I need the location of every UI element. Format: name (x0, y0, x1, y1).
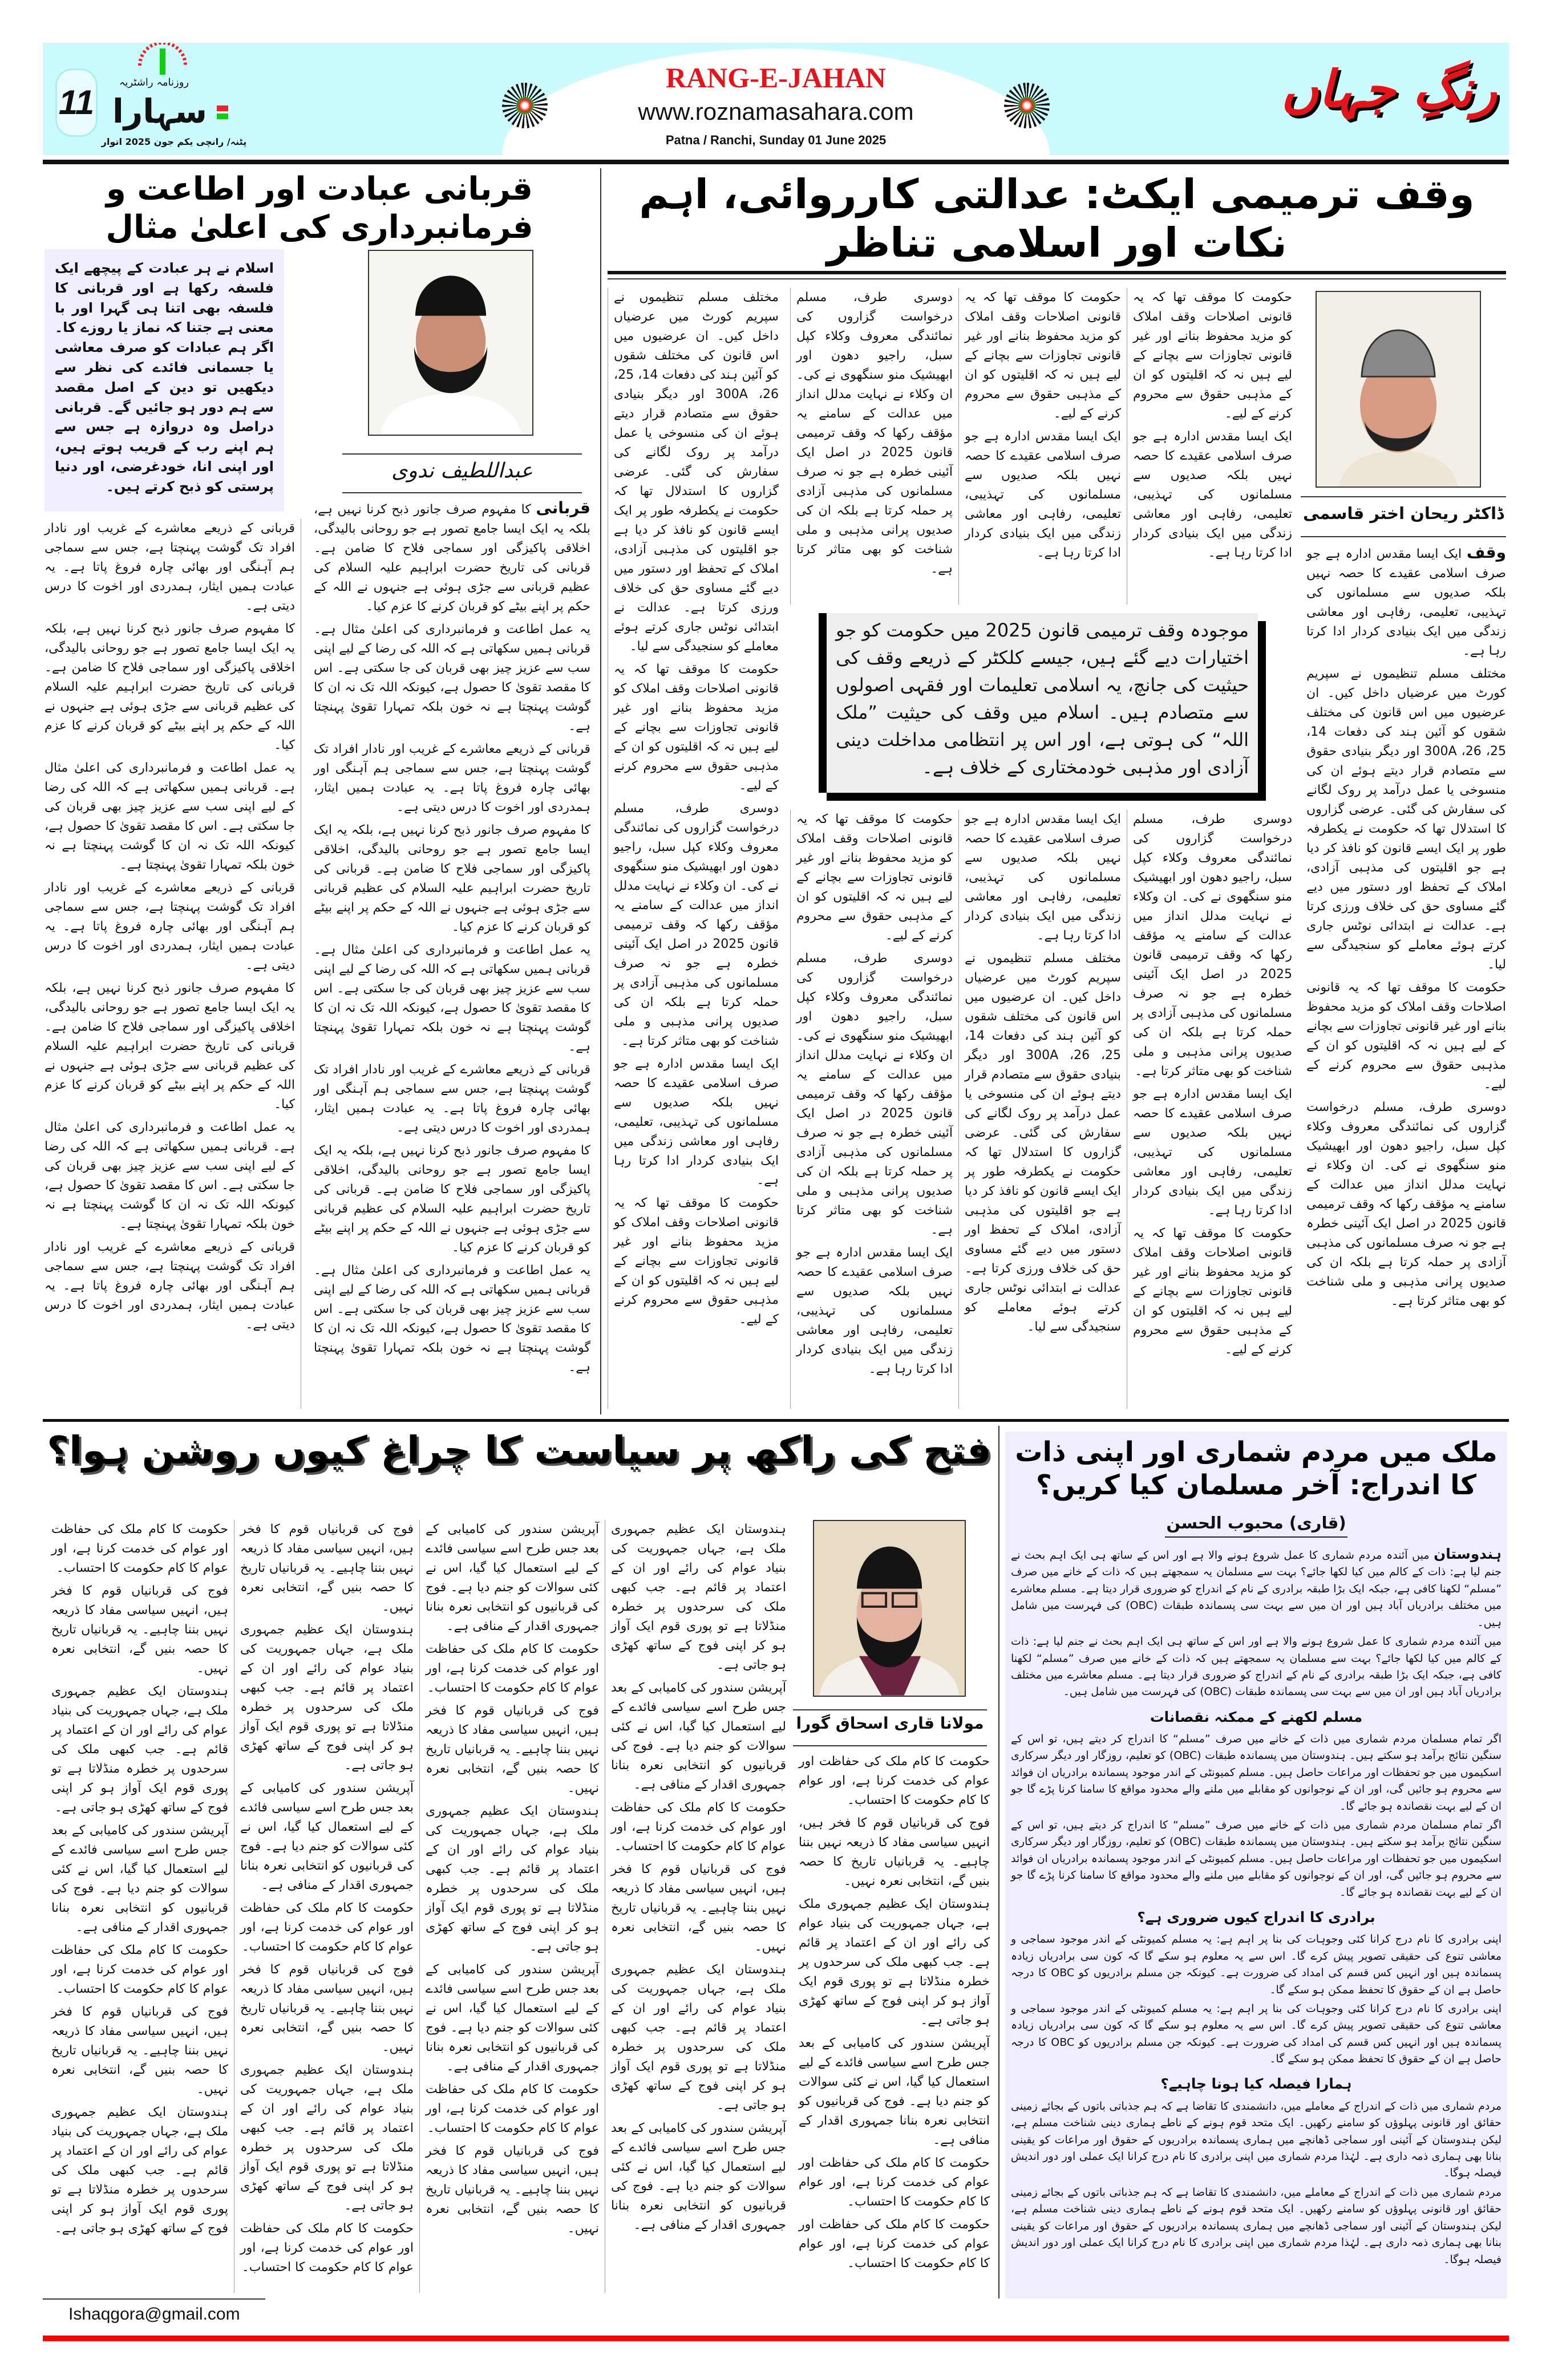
paragraph: حکومت کا موقف تھا کہ یہ قانونی اصلاحات وقف املاک کو مزید محفوظ بنانے اور غیر قانونی تجاوزات سے بچانے کے لیے ہیں نہ کہ اقلیتوں کو ان کے مذہبی حقوق سے محروم کرنے کے لیے۔ (1133, 1226, 1292, 1357)
divider (342, 492, 582, 493)
pull-quote: موجودہ وقف ترمیمی قانون 2025 میں حکومت کو جو اختیارات دیے گئے ہیں، جیسے کلکٹر کے ذریعے وقف کی حیثیت کی جانچ، یہ اسلامی تعلیمات اور فقہی اصولوں سے متصادم ہیں۔ اسلام میں وقف کی حیثیت ”ملک اللہ“ کی ہوتی ہے، اور اس پر انتظامی مداخلت دینی آزادی اور مذہبی خودمختاری کے خلاف ہے۔ (819, 613, 1258, 793)
paragraph: ہندوستان ایک عظیم جمہوری ملک ہے، جہاں جمہوریت کی بنیاد عوام کی رائے اور ان کے اعتماد پر قائم ہے۔ جب کبھی ملک کی سرحدوں پر خطرہ منڈلاتا ہے تو پوری قوم ایک آواز ہو کر اپنی فوج کے ساتھ کھڑی ہو جاتی ہے۔ (51, 1684, 228, 1815)
paragraph: مردم شماری میں ذات کے اندراج کے معاملے میں، دانشمندی کا تقاضا ہے کہ ہم جذباتی باتوں کے بجائے زمینی حقائق اور قانونی پہلوؤں کو سامنے رکھیں۔ ایک متحد قوم ہونے کے ناطے ہماری دینی شناخت مسلم ہے، لیکن ہندوستان کے آئینی اور سماجی ڈھانچے میں ہماری پسماندہ برادریوں کے حقوق اور مراعات کو یقینی بنانا بھی ہماری ذمہ داری ہے۔ لہٰذا مردم شماری میں اپنی برادری کا نام درج کرانا ایک عملی اور دور اندیش فیصلہ ہوگا۔ (1011, 2099, 1502, 2180)
paragraph: فوج کی قربانیاں قوم کا فخر ہیں، انہیں سیاسی مفاد کا ذریعہ نہیں بننا چاہیے۔ یہ قربانیاں تاریخ کا حصہ بنیں گے، انتخابی نعرہ نہیں۔ (426, 2144, 599, 2236)
fateh-body-col2 (605, 1520, 786, 2293)
column-divider (998, 1426, 999, 2298)
paragraph: آپریشن سندور کی کامیابی کے بعد جس طرح اسے سیاسی فائدے کے لیے استعمال کیا گیا، اس نے کئی سوالات کو جنم دیا ہے۔ فوج کی قربانیوں کو انتخابی نعرہ بنانا جمہوری اقدار کے منافی ہے۔ (611, 1681, 786, 1792)
paragraph: آپریشن سندور کی کامیابی کے بعد جس طرح اسے سیاسی فائدے کے لیے استعمال کیا گیا، اس نے کئی سوالات کو جنم دیا ہے۔ فوج کی قربانیوں کو انتخابی نعرہ بنانا جمہوری اقدار کے منافی ہے۔ (240, 1781, 414, 1892)
paragraph: حکومت کا کام ملک کی حفاظت اور عوام کی خدمت کرنا ہے، اور عوام کا کام حکومت کا احتساب۔ (51, 1943, 228, 1996)
paragraph: دوسری طرف، مسلم درخواست گزاروں کی نمائندگی معروف وکلاء کپل سبل، راجیو دھون اور ابھیشیک منو سنگھوی نے کی۔ ان وکلاء نے نہایت مدلل انداز میں عدالت کے سامنے یہ مؤقف رکھا کہ وقف ترمیمی قانون 2025 در اصل ایک آئینی خطرہ ہے جو نہ صرف مسلمانوں کی مذہبی آزادی پر حملہ کرتا ہے بلکہ ان کی صدیوں پرانی مذہبی و ملی شناخت کو بھی متاثر کرتا ہے۔ (1133, 812, 1292, 1078)
waqf-body-col1 (1301, 543, 1506, 1407)
subheading: برادری کا اندراج کیوں ضروری ہے؟ (1137, 1908, 1375, 1925)
section-title-urdu-logo: رنگِ جہاں (1281, 59, 1498, 119)
paragraph: اگر تمام مسلمان مردم شماری میں ذات کے خانے میں صرف ”مسلم“ کا اندراج کر دیتے ہیں، تو اس کے سنگین نتائج برآمد ہو سکتے ہیں۔ ہندوستان میں پسماندہ طبقات (OBC) کو تعلیم، روزگار اور دیگر سرکاری اسکیموں میں جو تحفظات اور مراعات حاصل ہیں۔ مسلم کمیونٹی کے اندر موجود پسماندہ برادریاں ان فوائد سے محروم ہو جائیں گی، اور ان کے نوجوانوں کو مقابلے میں ملنے والے محدود مواقع کا سامنا کرنا پڑے گا جو ان کے لیے بہت نقصاندہ ہو جائے گا۔ (1011, 1732, 1502, 1813)
paragraph: حکومت کا موقف تھا کہ یہ قانونی اصلاحات وقف املاک کو مزید محفوظ بنانے اور غیر قانونی تجاوزات سے بچانے کے لیے ہیں نہ کہ اقلیتوں کو ان کے مذہبی حقوق سے محروم کرنے کے لیے۔ (965, 290, 1121, 421)
paragraph: ہندوستان ایک عظیم جمہوری ملک ہے، جہاں جمہوریت کی بنیاد عوام کی رائے اور ان کے اعتماد پر قائم ہے۔ جب کبھی ملک کی سرحدوں پر خطرہ منڈلاتا ہے تو پوری قوم ایک آواز ہو کر اپنی فوج کے ساتھ کھڑی ہو جاتی ہے۔ (240, 1623, 414, 1773)
lead-word: ہندوستان (1434, 1546, 1502, 1562)
paragraph: حکومت کا کام ملک کی حفاظت اور عوام کی خدمت کرنا ہے، اور عوام کا کام حکومت کا احتساب۔ (240, 2221, 414, 2274)
paragraph: آپریشن سندور کی کامیابی کے بعد جس طرح اسے سیاسی فائدے کے لیے استعمال کیا گیا، اس نے کئی سوالات کو جنم دیا ہے۔ فوج کی قربانیوں کو انتخابی نعرہ بنانا جمہوری اقدار کے منافی ہے۔ (799, 2036, 990, 2147)
paragraph: آپریشن سندور کی کامیابی کے بعد جس طرح اسے سیاسی فائدے کے لیے استعمال کیا گیا، اس نے کئی سوالات کو جنم دیا ہے۔ فوج کی قربانیوں کو انتخابی نعرہ بنانا جمہوری اقدار کے منافی ہے۔ (426, 1963, 599, 2074)
paragraph: دوسری طرف، مسلم درخواست گزاروں کی نمائندگی معروف وکلاء کپل سبل، راجیو دھون اور ابھیشیک منو سنگھوی نے کی۔ ان وکلاء نے نہایت مدلل انداز میں عدالت کے سامنے یہ مؤقف رکھا کہ وقف ترمیمی قانون 2025 در اصل ایک آئینی خطرہ ہے جو نہ صرف مسلمانوں کی مذہبی آزادی پر حملہ کرتا ہے بلکہ ان کی صدیوں پرانی مذہبی و ملی شناخت کو بھی متاثر کرتا ہے۔ (796, 290, 953, 576)
fateh-body-col5 (46, 1520, 228, 2293)
qurbani-headline: قربانی عبادت اور اطاعت و فرمانبرداری کی اعلیٰ مثال (106, 171, 533, 246)
dateline: Patna / Ranchi, Sunday 01 June 2025 (665, 133, 887, 147)
paragraph: مختلف مسلم تنظیموں نے سپریم کورٹ میں عرضیاں داخل کیں۔ ان عرضیوں میں اس قانون کی مختلف شقوں کو آئین ہند کی دفعات 14، 25، 26، 300A اور دیگر بنیادی حقوق سے متصادم قرار دیتے ہوئے ان کی منسوخی یا عمل درآمد پر روک لگانے کی سفارش کی گئی۔ عرضی گزاروں کا استدلال تھا کہ حکومت نے یکطرفہ طور پر ایک ایسے قانون کو نافذ کر دیا ہے جو اقلیتوں کی مذہبی آزادی، املاک کے تحفظ اور دستور میں دیے گئے مساوی حق کی خلاف ورزی کرتا ہے۔ عدالت نے ابتدائی نوٹس جاری کرتے ہوئے معاملے کو سنجیدگی سے لیا۔ (614, 290, 779, 654)
divider (1301, 496, 1506, 497)
paragraph: ہندوستان ایک عظیم جمہوری ملک ہے، جہاں جمہوریت کی بنیاد عوام کی رائے اور ان کے اعتماد پر قائم ہے۔ جب کبھی ملک کی سرحدوں پر خطرہ منڈلاتا ہے تو پوری قوم ایک آواز ہو کر اپنی فوج کے ساتھ کھڑی ہو جاتی ہے۔ (611, 1963, 786, 2113)
paragraph: حکومت کا کام ملک کی حفاظت اور عوام کی خدمت کرنا ہے، اور عوام کا کام حکومت کا احتساب۔ (426, 2082, 599, 2135)
waqf-body-col5 (608, 288, 779, 1409)
portrait-icon (369, 251, 532, 435)
paragraph: ایک ایسا مقدس ادارہ ہے جو صرف اسلامی عقیدے کا حصہ نہیں بلکہ صدیوں سے مسلمانوں کی تہذیبی، تعلیمی، رفاہی اور معاشی زندگی میں ایک بنیادی کردار ادا کرتا رہا ہے۔ (614, 1057, 779, 1187)
paragraph: مختلف مسلم تنظیموں نے سپریم کورٹ میں عرضیاں داخل کیں۔ ان عرضیوں میں اس قانون کی مختلف شقوں کو آئین ہند کی دفعات 14، 25، 26، 300A اور دیگر بنیادی حقوق سے متصادم قرار دیتے ہوئے ان کی منسوخی یا عمل درآمد پر روک لگانے کی سفارش کی گئی۔ عرضی گزاروں کا استدلال تھا کہ حکومت نے یکطرفہ طور پر ایک ایسے قانون کو نافذ کر دیا ہے جو اقلیتوں کی مذہبی آزادی، املاک کے تحفظ اور دستور میں دیے گئے مساوی حق کی خلاف ورزی کرتا ہے۔ عدالت نے ابتدائی نوٹس جاری کرتے ہوئے معاملے کو سنجیدگی سے لیا۔ (1306, 667, 1506, 972)
fateh-body-col4 (234, 1520, 414, 2293)
lead-word: قربانی (536, 498, 590, 517)
fateh-body-col3 (419, 1520, 599, 2293)
divider (608, 278, 1506, 279)
paragraph: کا مفہوم صرف جانور ذبح کرنا نہیں ہے، بلکہ یہ ایک ایسا جامع تصور ہے جو روحانی بالیدگی، اخلاقی پاکیزگی اور سماجی فلاح کا ضامن ہے۔ قربانی کی تاریخ حضرت ابراہیم علیہ السلام کی عظیم قربانی سے جڑی ہوئی ہے جنہوں نے اللہ کے حکم پر اپنے بیٹے کو قربان کرنے کا عزم کیا۔ (314, 502, 590, 614)
subheading: مسلم لکھنے کے ممکنہ نقصانات (1150, 1708, 1363, 1725)
paragraph: ہندوستان ایک عظیم جمہوری ملک ہے، جہاں جمہوریت کی بنیاد عوام کی رائے اور ان کے اعتماد پر قائم ہے۔ جب کبھی ملک کی سرحدوں پر خطرہ منڈلاتا ہے تو پوری قوم ایک آواز ہو کر اپنی فوج کے ساتھ کھڑی ہو جاتی ہے۔ (799, 1897, 990, 2028)
waqf-body-col4-top (790, 288, 953, 605)
paragraph: ایک ایسا مقدس ادارہ ہے جو صرف اسلامی عقیدے کا حصہ نہیں بلکہ صدیوں سے مسلمانوں کی تہذیبی، تعلیمی، رفاہی اور معاشی زندگی میں ایک بنیادی کردار ادا کرتا رہا ہے۔ (796, 1246, 953, 1376)
author-photo (1316, 291, 1481, 488)
section-title-english: RANG-E-JAHAN (665, 62, 887, 94)
paragraph: حکومت کا کام ملک کی حفاظت اور عوام کی خدمت کرنا ہے، اور عوام کا کام حکومت کا احتساب۔ (611, 1801, 786, 1854)
paragraph: اپنی برادری کا نام درج کرانا کئی وجوہات کی بنا پر اہم ہے: یہ مسلم کمیونٹی کے اندر موجود سماجی و معاشی تنوع کی حقیقی تصویر پیش کرے گا۔ اس سے یہ معلوم ہو سکے گا کہ کون سی برادریاں زیادہ پسماندہ ہیں اور انہیں کس قسم کی امداد کی ضرورت ہے۔ کیونکہ جن مسلم برادریوں کو OBC کا درجہ حاصل ہے ان کے حقوق کا تحفظ ممکن ہو سکے گا۔ (1011, 2002, 1502, 2066)
paragraph: قربانی کے ذریعے معاشرے کے غریب اور نادار افراد تک گوشت پہنچتا ہے، جس سے سماجی ہم آہنگی اور بھائی چارہ فروغ پاتا ہے۔ یہ عبادت ہمیں ایثار، ہمدردی اور اخوت کا درس دیتی ہے۔ (44, 1240, 295, 1332)
footer-red-rule (43, 2336, 1509, 2341)
author-byline: عبداللطیف ندوی (391, 459, 533, 483)
paragraph: کا مفہوم صرف جانور ذبح کرنا نہیں ہے، بلکہ یہ ایک ایسا جامع تصور ہے جو روحانی بالیدگی، اخلاقی پاکیزگی اور سماجی فلاح کا ضامن ہے۔ قربانی کی تاریخ حضرت ابراہیم علیہ السلام کی عظیم قربانی سے جڑی ہوئی ہے جنہوں نے اللہ کے حکم پر اپنے بیٹے کو قربان کرنے کا عزم کیا۔ (314, 823, 590, 934)
qurbani-body-lead (308, 498, 590, 1409)
paragraph: حکومت کا موقف تھا کہ یہ قانونی اصلاحات وقف املاک کو مزید محفوظ بنانے اور غیر قانونی تجاوزات سے بچانے کے لیے ہیں نہ کہ اقلیتوں کو ان کے مذہبی حقوق سے محروم کرنے کے لیے۔ (1306, 980, 1506, 1092)
paragraph: ہندوستان ایک عظیم جمہوری ملک ہے، جہاں جمہوریت کی بنیاد عوام کی رائے اور ان کے اعتماد پر قائم ہے۔ جب کبھی ملک کی سرحدوں پر خطرہ منڈلاتا ہے تو پوری قوم ایک آواز ہو کر اپنی فوج کے ساتھ کھڑی ہو جاتی ہے۔ (51, 2105, 228, 2236)
paragraph: فوج کی قربانیاں قوم کا فخر ہیں، انہیں سیاسی مفاد کا ذریعہ نہیں بننا چاہیے۔ یہ قربانیاں تاریخ کا حصہ بنیں گے، انتخابی نعرہ نہیں۔ (51, 1584, 228, 1676)
paragraph: اگر تمام مسلمان مردم شماری میں ذات کے خانے میں صرف ”مسلم“ کا اندراج کر دیتے ہیں، تو اس کے سنگین نتائج برآمد ہو سکتے ہیں۔ ہندوستان میں پسماندہ طبقات (OBC) کو تعلیم، روزگار اور دیگر سرکاری اسکیموں میں جو تحفظات اور مراعات حاصل ہیں۔ مسلم کمیونٹی کے اندر موجود پسماندہ برادریاں ان فوائد سے محروم ہو جائیں گی، اور ان کے نوجوانوں کو مقابلے میں ملنے والے محدود مواقع کا سامنا کرنا پڑے گا جو ان کے لیے بہت نقصاندہ ہو جائے گا۔ (1011, 1818, 1502, 1899)
author-photo (813, 1520, 966, 1697)
paragraph: ایک ایسا مقدس ادارہ ہے جو صرف اسلامی عقیدے کا حصہ نہیں بلکہ صدیوں سے مسلمانوں کی تہذیبی، تعلیمی، رفاہی اور معاشی زندگی میں ایک بنیادی کردار ادا کرتا رہا ہے۔ (1133, 1087, 1292, 1218)
divider (1301, 536, 1506, 537)
waqf-body-col4-bottom (790, 810, 953, 1409)
paragraph: مردم شماری میں ذات کے اندراج کے معاملے میں، دانشمندی کا تقاضا ہے کہ ہم جذباتی باتوں کے بجائے زمینی حقائق اور قانونی پہلوؤں کو سامنے رکھیں۔ ایک متحد قوم ہونے کے ناطے ہماری دینی شناخت مسلم ہے، لیکن ہندوستان کے آئینی اور سماجی ڈھانچے میں ہماری پسماندہ برادریوں کے حقوق اور مراعات کو یقینی بنانا بھی ہماری ذمہ داری ہے۔ لہٰذا مردم شماری میں اپنی برادری کا نام درج کرانا ایک عملی اور دور اندیش فیصلہ ہوگا۔ (1011, 2186, 1502, 2266)
paragraph: حکومت کا کام ملک کی حفاظت اور عوام کی خدمت کرنا ہے، اور عوام کا کام حکومت کا احتساب۔ (799, 1754, 990, 1807)
paragraph: آپریشن سندور کی کامیابی کے بعد جس طرح اسے سیاسی فائدے کے لیے استعمال کیا گیا، اس نے کئی سوالات کو جنم دیا ہے۔ فوج کی قربانیوں کو انتخابی نعرہ بنانا جمہوری اقدار کے منافی ہے۔ (426, 1522, 599, 1633)
column-divider (600, 168, 601, 1414)
fateh-headline: فتح کی راکھ پر سیاست کا چراغ کیوں روشن ہوا؟ (47, 1428, 991, 1473)
census-article (1005, 1432, 1507, 2298)
lead-word: وقف (1466, 543, 1506, 562)
paragraph: ایک ایسا مقدس ادارہ ہے جو صرف اسلامی عقیدے کا حصہ نہیں بلکہ صدیوں سے مسلمانوں کی تہذیبی، تعلیمی، رفاہی اور معاشی زندگی میں ایک بنیادی کردار ادا کرتا رہا ہے۔ (1306, 547, 1506, 658)
paragraph: ایک ایسا مقدس ادارہ ہے جو صرف اسلامی عقیدے کا حصہ نہیں بلکہ صدیوں سے مسلمانوں کی تہذیبی، تعلیمی، رفاہی اور معاشی زندگی میں ایک بنیادی کردار ادا کرتا رہا ہے۔ (965, 812, 1121, 943)
paragraph: فوج کی قربانیاں قوم کا فخر ہیں، انہیں سیاسی مفاد کا ذریعہ نہیں بننا چاہیے۔ یہ قربانیاں تاریخ کا حصہ بنیں گے، انتخابی نعرہ نہیں۔ (240, 1522, 414, 1614)
author-byline: ڈاکٹر ریحان اختر قاسمی (1303, 504, 1504, 523)
paragraph: آپریشن سندور کی کامیابی کے بعد جس طرح اسے سیاسی فائدے کے لیے استعمال کیا گیا، اس نے کئی سوالات کو جنم دیا ہے۔ فوج کی قربانیوں کو انتخابی نعرہ بنانا جمہوری اقدار کے منافی ہے۔ (51, 1823, 228, 1935)
paragraph: حکومت کا کام ملک کی حفاظت اور عوام کی خدمت کرنا ہے، اور عوام کا کام حکومت کا احتساب۔ (799, 2156, 990, 2209)
divider (43, 1419, 1509, 1422)
paragraph: حکومت کا موقف تھا کہ یہ قانونی اصلاحات وقف املاک کو مزید محفوظ بنانے اور غیر قانونی تجاوزات سے بچانے کے لیے ہیں نہ کہ اقلیتوں کو ان کے مذہبی حقوق سے محروم کرنے کے لیے۔ (614, 1196, 779, 1327)
paragraph: ہندوستان ایک عظیم جمہوری ملک ہے، جہاں جمہوریت کی بنیاد عوام کی رائے اور ان کے اعتماد پر قائم ہے۔ جب کبھی ملک کی سرحدوں پر خطرہ منڈلاتا ہے تو پوری قوم ایک آواز ہو کر اپنی فوج کے ساتھ کھڑی ہو جاتی ہے۔ (611, 1522, 786, 1672)
masthead (43, 43, 1509, 155)
paragraph: کا مفہوم صرف جانور ذبح کرنا نہیں ہے، بلکہ یہ ایک ایسا جامع تصور ہے جو روحانی بالیدگی، اخلاقی پاکیزگی اور سماجی فلاح کا ضامن ہے۔ قربانی کی تاریخ حضرت ابراہیم علیہ السلام کی عظیم قربانی سے جڑی ہوئی ہے جنہوں نے اللہ کے حکم پر اپنے بیٹے کو قربان کرنے کا عزم کیا۔ (44, 622, 295, 752)
paragraph: ہندوستان ایک عظیم جمہوری ملک ہے، جہاں جمہوریت کی بنیاد عوام کی رائے اور ان کے اعتماد پر قائم ہے۔ جب کبھی ملک کی سرحدوں پر خطرہ منڈلاتا ہے تو پوری قوم ایک آواز ہو کر اپنی فوج کے ساتھ کھڑی ہو جاتی ہے۔ (426, 1804, 599, 1954)
paragraph: اپنی برادری کا نام درج کرانا کئی وجوہات کی بنا پر اہم ہے: یہ مسلم کمیونٹی کے اندر موجود سماجی و معاشی تنوع کی حقیقی تصویر پیش کرے گا۔ اس سے یہ معلوم ہو سکے گا کہ کون سی برادریاں زیادہ پسماندہ ہیں اور انہیں کس قسم کی امداد کی ضرورت ہے۔ کیونکہ جن مسلم برادریوں کو OBC کا درجہ حاصل ہے ان کے حقوق کا تحفظ ممکن ہو سکے گا۔ (1011, 1933, 1502, 1996)
paragraph: قربانی کے ذریعے معاشرے کے غریب اور نادار افراد تک گوشت پہنچتا ہے، جس سے سماجی ہم آہنگی اور بھائی چارہ فروغ پاتا ہے۔ یہ عبادت ہمیں ایثار، ہمدردی اور اخوت کا درس دیتی ہے۔ (44, 521, 295, 613)
paragraph: حکومت کا کام ملک کی حفاظت اور عوام کی خدمت کرنا ہے، اور عوام کا کام حکومت کا احتساب۔ (799, 2217, 990, 2270)
paragraph: قربانی کے ذریعے معاشرے کے غریب اور نادار افراد تک گوشت پہنچتا ہے، جس سے سماجی ہم آہنگی اور بھائی چارہ فروغ پاتا ہے۔ یہ عبادت ہمیں ایثار، ہمدردی اور اخوت کا درس دیتی ہے۔ (314, 742, 590, 814)
paragraph: حکومت کا موقف تھا کہ یہ قانونی اصلاحات وقف املاک کو مزید محفوظ بنانے اور غیر قانونی تجاوزات سے بچانے کے لیے ہیں نہ کہ اقلیتوں کو ان کے مذہبی حقوق سے محروم کرنے کے لیے۔ (614, 662, 779, 793)
waqf-body-col2-bottom (1127, 810, 1292, 1409)
highlight-box: اسلام نے ہر عبادت کے پیچھے ایک فلسفہ رکھا ہے اور قربانی کا فلسفہ بھی اتنا ہی گہرا اور با معنی ہے جتنا کہ نماز یا روزے کا۔ اگر ہم عبادات کو صرف معاشی یا جسمانی فائدے کی نظر سے دیکھیں تو دین کے اصل مقصد سے ہم دور ہو جائیں گے۔ قربانی دراصل وہ دروازہ ہے جس سے ہم اپنے رب کے قریب ہوتے ہیں، اور اپنی انا، خودغرضی، اور دنیا پرستی کو ذبح کرتے ہیں۔ (44, 249, 284, 512)
census-body (1011, 1546, 1502, 2290)
paragraph: حکومت کا موقف تھا کہ یہ قانونی اصلاحات وقف املاک کو مزید محفوظ بنانے اور غیر قانونی تجاوزات سے بچانے کے لیے ہیں نہ کہ اقلیتوں کو ان کے مذہبی حقوق سے محروم کرنے کے لیے۔ (796, 812, 953, 943)
urdu-dateline: پٹنہ/ رانچی یکم جون 2025 اتوار (101, 136, 247, 147)
paragraph: کا مفہوم صرف جانور ذبح کرنا نہیں ہے، بلکہ یہ ایک ایسا جامع تصور ہے جو روحانی بالیدگی، اخلاقی پاکیزگی اور سماجی فلاح کا ضامن ہے۔ قربانی کی تاریخ حضرت ابراہیم علیہ السلام کی عظیم قربانی سے جڑی ہوئی ہے جنہوں نے اللہ کے حکم پر اپنے بیٹے کو قربان کرنے کا عزم کیا۔ (44, 981, 295, 1112)
paragraph: فوج کی قربانیاں قوم کا فخر ہیں، انہیں سیاسی مفاد کا ذریعہ نہیں بننا چاہیے۔ یہ قربانیاں تاریخ کا حصہ بنیں گے، انتخابی نعرہ نہیں۔ (51, 2005, 228, 2097)
divider (43, 160, 1509, 164)
author-byline: مولانا قاری اسحاق گورا (796, 1714, 984, 1733)
divider (793, 1709, 987, 1710)
fateh-body-col1 (793, 1752, 990, 2294)
paragraph: حکومت کا کام ملک کی حفاظت اور عوام کی خدمت کرنا ہے، اور عوام کا کام حکومت کا احتساب۔ (426, 1642, 599, 1695)
paragraph: حکومت کا کام ملک کی حفاظت اور عوام کی خدمت کرنا ہے، اور عوام کا کام حکومت کا احتساب۔ (240, 1901, 414, 1954)
paragraph: ہندوستان ایک عظیم جمہوری ملک ہے، جہاں جمہوریت کی بنیاد عوام کی رائے اور ان کے اعتماد پر قائم ہے۔ جب کبھی ملک کی سرحدوں پر خطرہ منڈلاتا ہے تو پوری قوم ایک آواز ہو کر اپنی فوج کے ساتھ کھڑی ہو جاتی ہے۔ (240, 2063, 414, 2213)
paragraph: فوج کی قربانیاں قوم کا فخر ہیں، انہیں سیاسی مفاد کا ذریعہ نہیں بننا چاہیے۔ یہ قربانیاں تاریخ کا حصہ بنیں گے، انتخابی نعرہ نہیں۔ (611, 1862, 786, 1954)
paragraph: ایک ایسا مقدس ادارہ ہے جو صرف اسلامی عقیدے کا حصہ نہیں بلکہ صدیوں سے مسلمانوں کی تہذیبی، تعلیمی، رفاہی اور معاشی زندگی میں ایک بنیادی کردار ادا کرتا رہا ہے۔ (1133, 429, 1292, 560)
paragraph: مختلف مسلم تنظیموں نے سپریم کورٹ میں عرضیاں داخل کیں۔ ان عرضیوں میں اس قانون کی مختلف شقوں کو آئین ہند کی دفعات 14، 25، 26، 300A اور دیگر بنیادی حقوق سے متصادم قرار دیتے ہوئے ان کی منسوخی یا عمل درآمد پر روک لگانے کی سفارش کی گئی۔ عرضی گزاروں کا استدلال تھا کہ حکومت نے یکطرفہ طور پر ایک ایسے قانون کو نافذ کر دیا ہے جو اقلیتوں کی مذہبی آزادی، املاک کے تحفظ اور دستور میں دیے گئے مساوی حق کی خلاف ورزی کرتا ہے۔ عدالت نے ابتدائی نوٹس جاری کرتے ہوئے معاملے کو سنجیدگی سے لیا۔ (965, 951, 1122, 1334)
paragraph: یہ عمل اطاعت و فرمانبرداری کی اعلیٰ مثال ہے۔ قربانی ہمیں سکھاتی ہے کہ اللہ کی رضا کے لیے اپنی سب سے عزیز چیز بھی قربان کی جا سکتی ہے۔ اس کا مقصد تقویٰ کا حصول ہے، کیونکہ اللہ تک نہ ان کا گوشت پہنچتا ہے نہ خون بلکہ تمہارا تقویٰ پہنچتا ہے۔ (314, 622, 590, 733)
divider (793, 1745, 987, 1746)
paragraph: قربانی کے ذریعے معاشرے کے غریب اور نادار افراد تک گوشت پہنچتا ہے، جس سے سماجی ہم آہنگی اور بھائی چارہ فروغ پاتا ہے۔ یہ عبادت ہمیں ایثار، ہمدردی اور اخوت کا درس دیتی ہے۔ (44, 881, 295, 972)
page-number: 11 (55, 68, 98, 137)
paragraph: دوسری طرف، مسلم درخواست گزاروں کی نمائندگی معروف وکلاء کپل سبل، راجیو دھون اور ابھیشیک منو سنگھوی نے کی۔ ان وکلاء نے نہایت مدلل انداز میں عدالت کے سامنے یہ مؤقف رکھا کہ وقف ترمیمی قانون 2025 در اصل ایک آئینی خطرہ ہے جو نہ صرف مسلمانوں کی مذہبی آزادی پر حملہ کرتا ہے بلکہ ان کی صدیوں پرانی مذہبی و ملی شناخت کو بھی متاثر کرتا ہے۔ (796, 951, 953, 1237)
paragraph: میں آئندہ مردم شماری کا عمل شروع ہونے والا ہے اور اس کے ساتھ ہی ایک اہم بحث نے جنم لیا ہے: ذات کے کالم میں کیا لکھا جائے؟ بہت سے مسلمان یہ سمجھتے ہیں کہ ذات کے خانے میں صرف ”مسلم“ لکھنا کافی ہے، جبکہ ایک بڑا طبقہ برادری کے نام کے اندراج کو ضروری قرار دیتا ہے۔ مسلم معاشرے میں مختلف برادریاں آباد ہیں اور ان میں سے بہت سی پسماندہ طبقات (OBC) کی فہرست میں شامل ہیں۔ (1011, 1635, 1502, 1698)
divider (608, 271, 1506, 274)
paragraph: فوج کی قربانیاں قوم کا فخر ہیں، انہیں سیاسی مفاد کا ذریعہ نہیں بننا چاہیے۔ یہ قربانیاں تاریخ کا حصہ بنیں گے، انتخابی نعرہ نہیں۔ (799, 1816, 990, 1888)
website-link[interactable]: www.roznamasahara.com (638, 98, 914, 125)
paragraph: آپریشن سندور کی کامیابی کے بعد جس طرح اسے سیاسی فائدے کے لیے استعمال کیا گیا، اس نے کئی سوالات کو جنم دیا ہے۔ فوج کی قربانیوں کو انتخابی نعرہ بنانا جمہوری اقدار کے منافی ہے۔ (611, 2121, 786, 2232)
paragraph: میں آئندہ مردم شماری کا عمل شروع ہونے والا ہے اور اس کے ساتھ ہی ایک اہم بحث نے جنم لیا ہے: ذات کے کالم میں کیا لکھا جائے؟ بہت سے مسلمان یہ سمجھتے ہیں کہ ذات کے خانے میں صرف ”مسلم“ لکھنا کافی ہے، جبکہ ایک بڑا طبقہ برادری کے نام کے اندراج کو ضروری قرار دیتا ہے۔ مسلم معاشرے میں مختلف برادریاں آباد ہیں اور ان میں سے بہت سی پسماندہ طبقات (OBC) کی فہرست میں شامل ہیں۔ (1011, 1549, 1502, 1629)
waqf-headline: وقف ترمیمی ایکٹ: عدالتی کارروائی، اہم نکات اور اسلامی تناظر (639, 171, 1475, 267)
subheading: ہمارا فیصلہ کیا ہونا چاہیے؟ (1160, 2075, 1352, 2093)
portrait-icon (1317, 292, 1480, 486)
paragraph: دوسری طرف، مسلم درخواست گزاروں کی نمائندگی معروف وکلاء کپل سبل، راجیو دھون اور ابھیشیک منو سنگھوی نے کی۔ ان وکلاء نے نہایت مدلل انداز میں عدالت کے سامنے یہ مؤقف رکھا کہ وقف ترمیمی قانون 2025 در اصل ایک آئینی خطرہ ہے جو نہ صرف مسلمانوں کی مذہبی آزادی پر حملہ کرتا ہے بلکہ ان کی صدیوں پرانی مذہبی و ملی شناخت کو بھی متاثر کرتا ہے۔ (1306, 1100, 1506, 1308)
paragraph: یہ عمل اطاعت و فرمانبرداری کی اعلیٰ مثال ہے۔ قربانی ہمیں سکھاتی ہے کہ اللہ کی رضا کے لیے اپنی سب سے عزیز چیز بھی قربان کی جا سکتی ہے۔ اس کا مقصد تقویٰ کا حصول ہے، کیونکہ اللہ تک نہ ان کا گوشت پہنچتا ہے نہ خون بلکہ تمہارا تقویٰ پہنچتا ہے۔ (314, 943, 590, 1054)
author-byline: (قاری) محبوب الحسن (1165, 1513, 1347, 1538)
paragraph: فوج کی قربانیاں قوم کا فخر ہیں، انہیں سیاسی مفاد کا ذریعہ نہیں بننا چاہیے۔ یہ قربانیاں تاریخ کا حصہ بنیں گے، انتخابی نعرہ نہیں۔ (426, 1704, 599, 1795)
paragraph: کا مفہوم صرف جانور ذبح کرنا نہیں ہے، بلکہ یہ ایک ایسا جامع تصور ہے جو روحانی بالیدگی، اخلاقی پاکیزگی اور سماجی فلاح کا ضامن ہے۔ قربانی کی تاریخ حضرت ابراہیم علیہ السلام کی عظیم قربانی سے جڑی ہوئی ہے جنہوں نے اللہ کے حکم پر اپنے بیٹے کو قربان کرنے کا عزم کیا۔ (314, 1144, 590, 1255)
paragraph: حکومت کا موقف تھا کہ یہ قانونی اصلاحات وقف املاک کو مزید محفوظ بنانے اور غیر قانونی تجاوزات سے بچانے کے لیے ہیں نہ کہ اقلیتوں کو ان کے مذہبی حقوق سے محروم کرنے کے لیے۔ (1133, 290, 1292, 421)
divider (342, 453, 582, 455)
waqf-body-col3-bottom (958, 810, 1121, 1409)
paragraph: حکومت کا کام ملک کی حفاظت اور عوام کی خدمت کرنا ہے، اور عوام کا کام حکومت کا احتساب۔ (51, 1522, 228, 1575)
paper-name: سہارا (112, 92, 208, 131)
lead-paragraph (314, 498, 590, 620)
paragraph: یہ عمل اطاعت و فرمانبرداری کی اعلیٰ مثال ہے۔ قربانی ہمیں سکھاتی ہے کہ اللہ کی رضا کے لیے اپنی سب سے عزیز چیز بھی قربان کی جا سکتی ہے۔ اس کا مقصد تقویٰ کا حصول ہے، کیونکہ اللہ تک نہ ان کا گوشت پہنچتا ہے نہ خون بلکہ تمہارا تقویٰ پہنچتا ہے۔ (44, 761, 295, 872)
paragraph: دوسری طرف، مسلم درخواست گزاروں کی نمائندگی معروف وکلاء کپل سبل، راجیو دھون اور ابھیشیک منو سنگھوی نے کی۔ ان وکلاء نے نہایت مدلل انداز میں عدالت کے سامنے یہ مؤقف رکھا کہ وقف ترمیمی قانون 2025 در اصل ایک آئینی خطرہ ہے جو نہ صرف مسلمانوں کی مذہبی آزادی پر حملہ کرتا ہے بلکہ ان کی صدیوں پرانی مذہبی و ملی شناخت کو بھی متاثر کرتا ہے۔ (614, 801, 779, 1048)
waqf-body-col2-top (1127, 288, 1292, 605)
qurbani-body (44, 519, 301, 1409)
paragraph: قربانی کے ذریعے معاشرے کے غریب اور نادار افراد تک گوشت پہنچتا ہے، جس سے سماجی ہم آہنگی اور بھائی چارہ فروغ پاتا ہے۔ یہ عبادت ہمیں ایثار، ہمدردی اور اخوت کا درس دیتی ہے۔ (314, 1063, 590, 1135)
paragraph: یہ عمل اطاعت و فرمانبرداری کی اعلیٰ مثال ہے۔ قربانی ہمیں سکھاتی ہے کہ اللہ کی رضا کے لیے اپنی سب سے عزیز چیز بھی قربان کی جا سکتی ہے۔ اس کا مقصد تقویٰ کا حصول ہے، کیونکہ اللہ تک نہ ان کا گوشت پہنچتا ہے نہ خون بلکہ تمہارا تقویٰ پہنچتا ہے۔ (314, 1263, 590, 1375)
census-headline: ملک میں مردم شماری اور اپنی ذات کا اندراج: آخر مسلمان کیا کریں؟ (1015, 1436, 1498, 1501)
paragraph: یہ عمل اطاعت و فرمانبرداری کی اعلیٰ مثال ہے۔ قربانی ہمیں سکھاتی ہے کہ اللہ کی رضا کے لیے اپنی سب سے عزیز چیز بھی قربان کی جا سکتی ہے۔ اس کا مقصد تقویٰ کا حصول ہے، کیونکہ اللہ تک نہ ان کا گوشت پہنچتا ہے نہ خون بلکہ تمہارا تقویٰ پہنچتا ہے۔ (44, 1120, 295, 1231)
paragraph: ایک ایسا مقدس ادارہ ہے جو صرف اسلامی عقیدے کا حصہ نہیں بلکہ صدیوں سے مسلمانوں کی تہذیبی، تعلیمی، رفاہی اور معاشی زندگی میں ایک بنیادی کردار ادا کرتا رہا ہے۔ (965, 429, 1121, 560)
author-photo (368, 250, 533, 436)
waqf-body-col3-top (958, 288, 1121, 605)
portrait-icon (814, 1521, 965, 1696)
lead-paragraph (1306, 543, 1506, 664)
paper-subtitle: روزنامہ راشٹریہ (119, 76, 189, 88)
lead-paragraph (1011, 1546, 1502, 1633)
divider (43, 2298, 265, 2300)
author-email-link[interactable]: Ishaqgora@gmail.com (68, 2305, 240, 2324)
paragraph: فوج کی قربانیاں قوم کا فخر ہیں، انہیں سیاسی مفاد کا ذریعہ نہیں بننا چاہیے۔ یہ قربانیاں تاریخ کا حصہ بنیں گے، انتخابی نعرہ نہیں۔ (240, 1963, 414, 2054)
